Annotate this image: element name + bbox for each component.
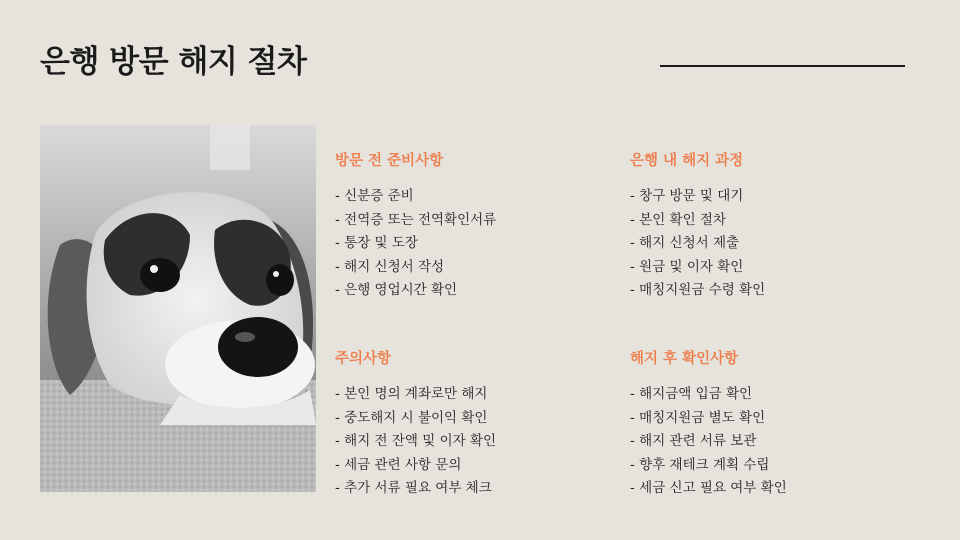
item-list	[335, 185, 615, 303]
list-item: - 세금 관련 사항 문의	[335, 456, 462, 473]
page-title: 은행 방문 해지 절차	[40, 44, 307, 80]
section-in-bank-process	[630, 149, 910, 303]
list-item: - 해지 관련 서류 보관	[630, 433, 757, 449]
list-item: - 매칭지원금 별도 확인	[630, 409, 766, 426]
list-item: - 신분증 준비	[335, 188, 414, 204]
title-divider	[660, 65, 905, 67]
section-before-visit	[335, 149, 615, 303]
item-list	[630, 383, 910, 501]
list-item: - 원금 및 이자 확인	[630, 258, 744, 275]
list-item: - 통장 및 도장	[335, 235, 418, 251]
list-item: - 은행 영업시간 확인	[335, 282, 458, 298]
list-item: - 해지금액 입금 확인	[630, 386, 753, 402]
list-item: - 향후 재테크 계획 수립	[630, 456, 770, 473]
list-item: - 세금 신고 필요 여부 확인	[630, 480, 787, 496]
list-item: - 본인 명의 계좌로만 해지	[335, 386, 488, 402]
section-heading: 은행 내 해지 과정	[630, 153, 744, 169]
item-list	[630, 185, 910, 303]
list-item: - 전역증 또는 전역확인서류	[335, 211, 497, 228]
section-cautions	[335, 347, 615, 501]
list-item: - 창구 방문 및 대기	[630, 188, 744, 204]
item-list	[335, 383, 615, 501]
list-item: - 매칭지원금 수령 확인	[630, 282, 766, 298]
list-item: - 본인 확인 절차	[630, 211, 726, 228]
list-item: - 추가 서류 필요 여부 체크	[335, 480, 492, 496]
list-item: - 해지 신청서 작성	[335, 258, 445, 275]
list-item: - 해지 전 잔액 및 이자 확인	[335, 433, 497, 449]
section-heading: 해지 후 확인사항	[630, 351, 739, 367]
section-after-termination	[630, 347, 910, 501]
list-item: - 해지 신청서 제출	[630, 235, 740, 251]
section-heading: 주의사항	[335, 351, 392, 367]
dog-photo	[40, 125, 316, 492]
section-heading: 방문 전 준비사항	[335, 153, 444, 169]
list-item: - 중도해지 시 불이익 확인	[335, 409, 488, 426]
